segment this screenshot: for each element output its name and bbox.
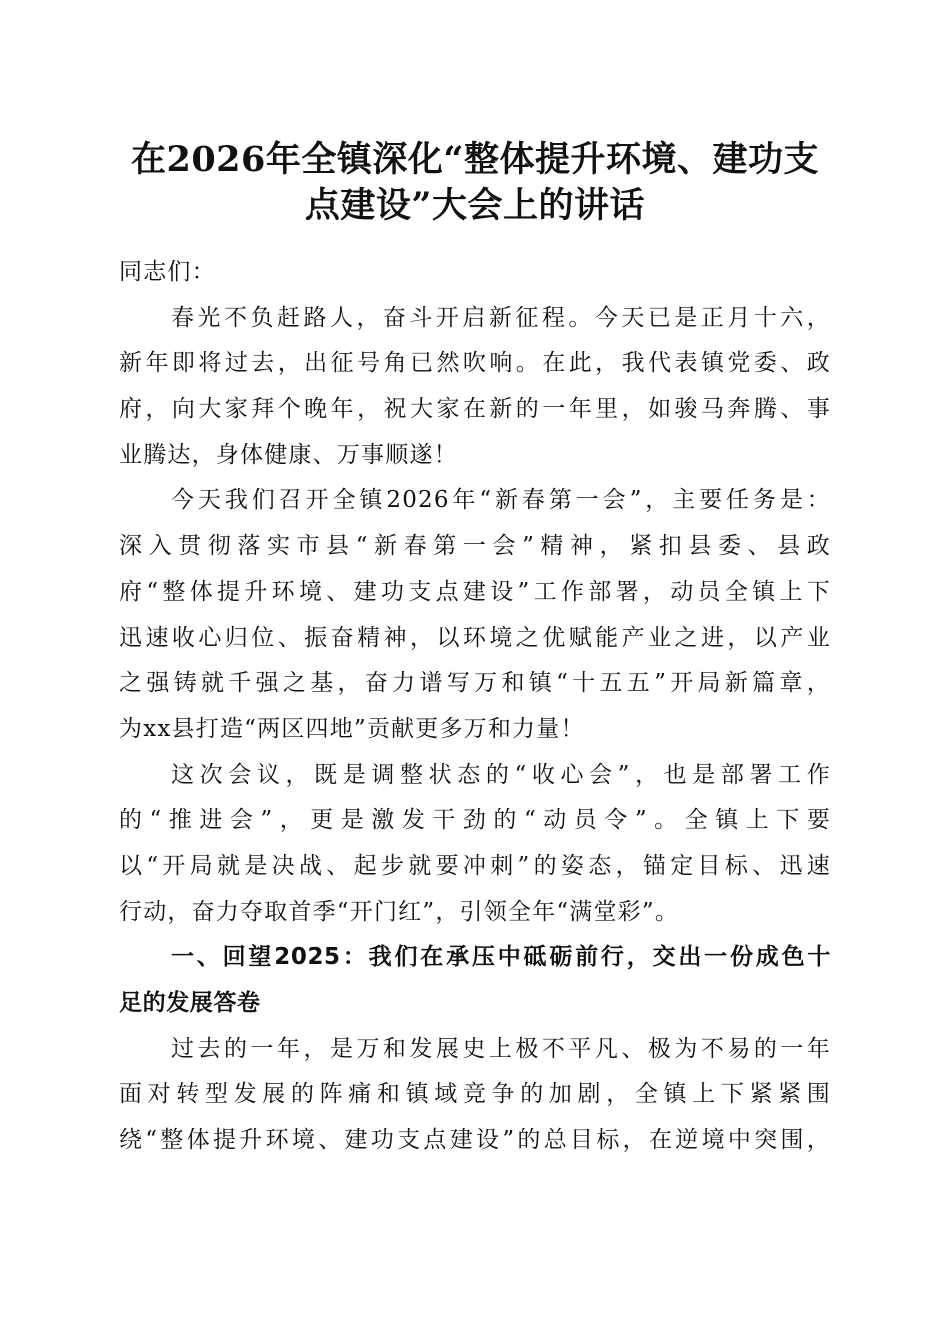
paragraph-greeting <box>119 296 831 479</box>
paragraph-meeting-purpose <box>119 478 831 752</box>
document-title <box>118 137 832 229</box>
paragraph-line: 绕“整体提升环境、建功支点建设”的总目标，在逆境中突围， <box>119 1127 831 1154</box>
paragraph-line: 过去的一年，是万和发展史上极不平凡、极为不易的一年 <box>171 1035 831 1062</box>
paragraph-line: 新年即将过去，出征号角已然吹响。在此，我代表镇党委、政 <box>119 350 831 377</box>
section-heading <box>119 935 831 1026</box>
paragraph-line: 深入贯彻落实市县“新春第一会”精神，紧扣县委、县政 <box>119 533 831 560</box>
salutation: 同志们： <box>119 259 216 285</box>
paragraph-line: 为xx县打造“两区四地”贡献更多万和力量！ <box>119 715 585 742</box>
paragraph-line: 以“开局就是决战、起步就要冲刺”的姿态，锚定目标、迅速 <box>119 852 831 879</box>
paragraph-line: 这次会议，既是调整状态的“收心会”，也是部署工作 <box>171 761 831 788</box>
paragraph-line: 业腾达，身体健康、万事顺遂！ <box>119 441 458 468</box>
paragraph-line: 府，向大家拜个晚年，祝大家在新的一年里，如骏马奔腾、事 <box>119 396 831 423</box>
document-body <box>119 250 831 1164</box>
heading-line: 一、回望2025：我们在承压中砥砺前行，交出一份成色十 <box>171 944 831 971</box>
paragraph-line: 今天我们召开全镇2026年“新春第一会”，主要任务是： <box>171 487 831 514</box>
title-line: 在2026年全镇深化“整体提升环境、建功支 <box>130 139 820 180</box>
paragraph-meeting-significance <box>119 753 831 936</box>
paragraph-review <box>119 1027 831 1164</box>
heading-line: 足的发展答卷 <box>119 990 261 1016</box>
paragraph-line: 春光不负赶路人，奋斗开启新征程。今天已是正月十六， <box>171 304 831 331</box>
paragraph-line: 迅速收心归位、振奋精神，以环境之优赋能产业之进，以产业 <box>119 624 831 651</box>
title-line: 点建设”大会上的讲话 <box>304 185 646 226</box>
paragraph-line: 的“推进会”，更是激发干劲的“动员令”。全镇上下要 <box>119 807 831 834</box>
paragraph-line: 府“整体提升环境、建功支点建设”工作部署，动员全镇上下 <box>119 578 831 605</box>
paragraph-line: 行动，奋力夺取首季“开门红”，引领全年“满堂彩”。 <box>119 898 680 925</box>
paragraph-line: 之强铸就千强之基，奋力谱写万和镇“十五五”开局新篇章， <box>119 670 831 697</box>
paragraph-line: 面对转型发展的阵痛和镇域竞争的加剧，全镇上下紧紧围 <box>119 1081 831 1108</box>
